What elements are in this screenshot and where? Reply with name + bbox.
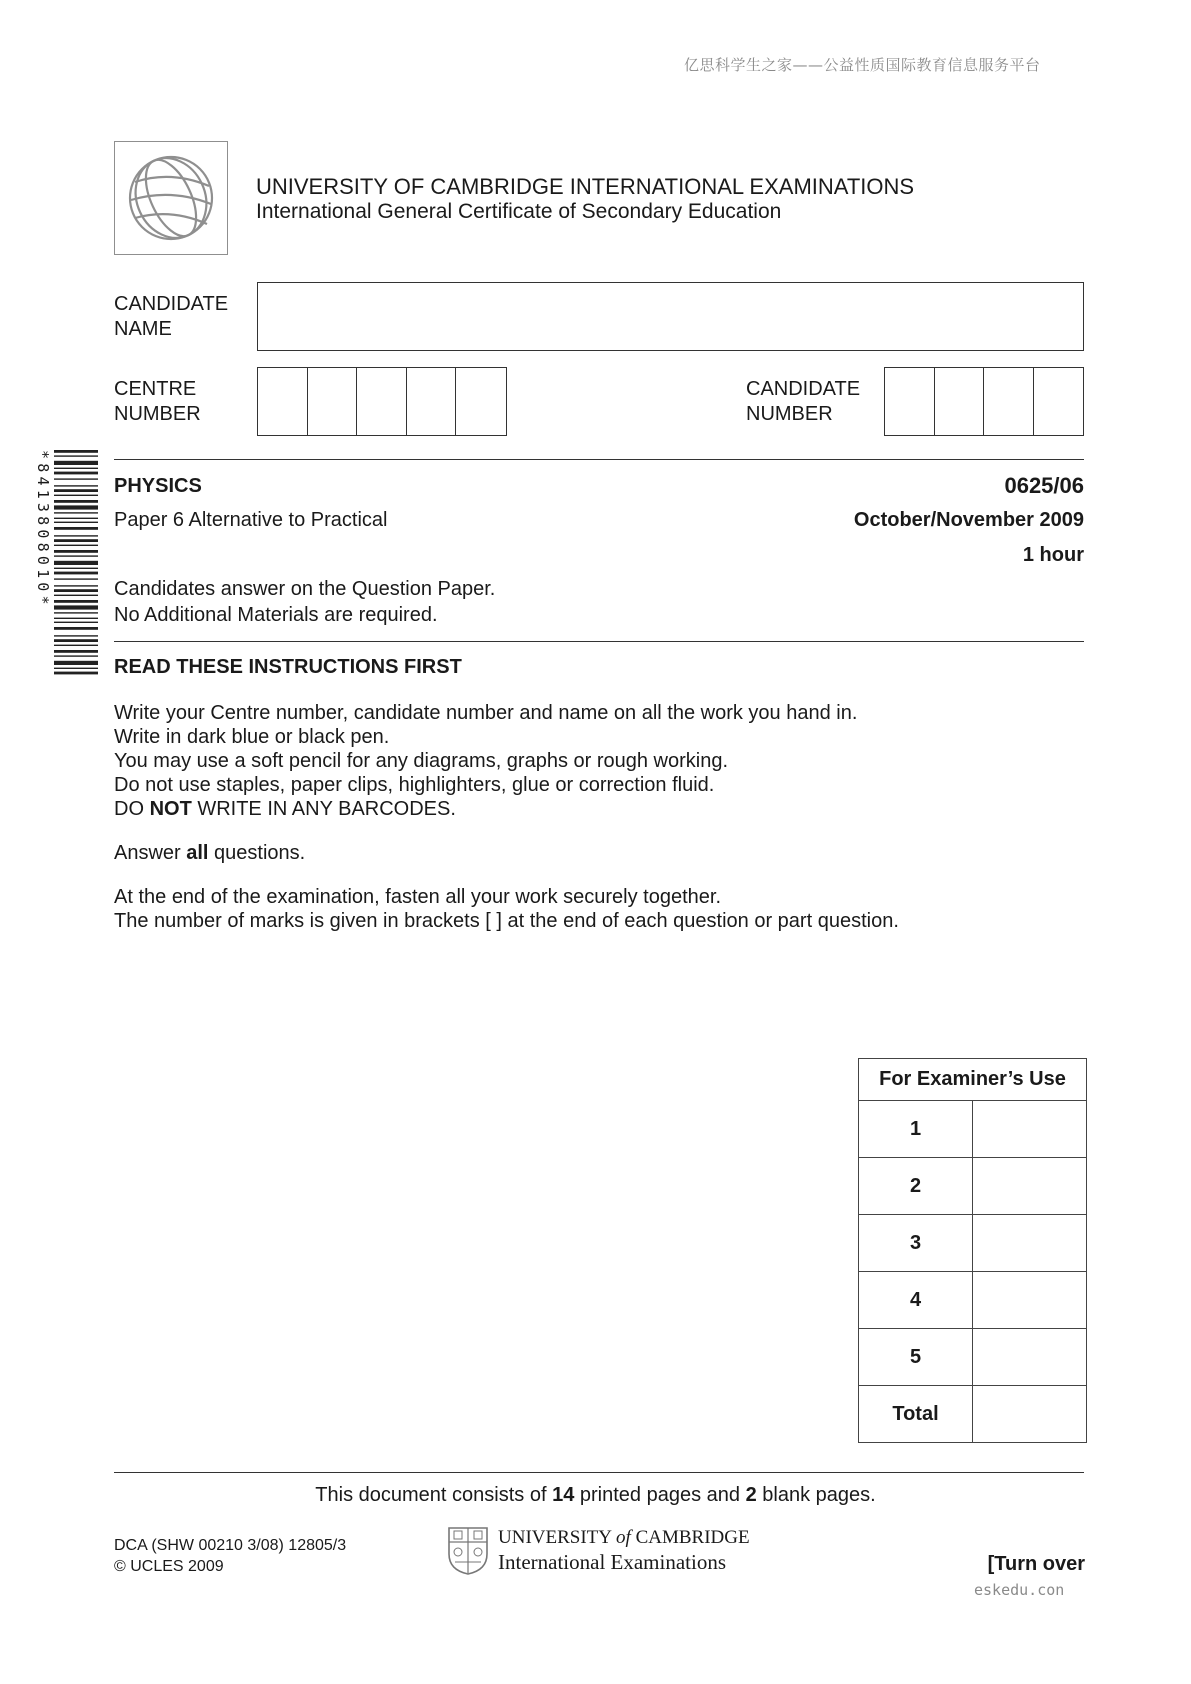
- watermark-top: 亿思科学生之家——公益性质国际教育信息服务平台: [684, 56, 1041, 74]
- candidate-number-field[interactable]: [884, 367, 1084, 436]
- barcode-bar: [54, 589, 98, 592]
- barcode-bar: [54, 485, 98, 486]
- mark-cell[interactable]: [973, 1329, 1087, 1386]
- barcode-bar: [54, 600, 98, 603]
- candidate-number-label: CANDIDATE NUMBER: [746, 378, 861, 425]
- barcode-bar: [54, 550, 98, 553]
- barcode-bar: [54, 495, 98, 496]
- instruction-line: The number of marks is given in brackets [ ] at the end of each question or part question.: [114, 910, 899, 932]
- barcode-bar: [54, 561, 98, 565]
- certificate-title: International General Certificate of Secondary Education: [256, 200, 782, 223]
- barcode-bar: [54, 500, 98, 503]
- centre-digit-cell[interactable]: [258, 368, 308, 435]
- centre-digit-cell[interactable]: [308, 368, 358, 435]
- question-number: 3: [859, 1215, 973, 1272]
- barcode-bar: [54, 555, 98, 556]
- mark-cell[interactable]: [973, 1215, 1087, 1272]
- table-row: [859, 1272, 1087, 1329]
- barcode-bar: [54, 627, 98, 630]
- barcode-bar: [54, 489, 98, 492]
- barcode-bar: [54, 578, 98, 579]
- candidate-name-label: CANDIDATE NAME: [114, 293, 229, 340]
- document-reference: DCA (SHW 00210 3/08) 12805/3 © UCLES 2009: [114, 1537, 347, 1575]
- barcode-bar: [54, 585, 98, 586]
- barcode-bar: [54, 461, 98, 465]
- mark-cell[interactable]: [973, 1101, 1087, 1158]
- instruction-line: Do not use staples, paper clips, highlighters, glue or correction fluid.: [114, 774, 715, 796]
- materials-line-1: Candidates answer on the Question Paper.: [114, 578, 496, 600]
- candidate-name-field[interactable]: [257, 282, 1084, 351]
- answer-instruction: Answer all questions.: [114, 842, 306, 864]
- question-number: 4: [859, 1272, 973, 1329]
- instructions-body: [114, 701, 899, 933]
- exam-session: October/November 2009: [853, 509, 1084, 531]
- university-title: UNIVERSITY OF CAMBRIDGE INTERNATIONAL EXAMINATIONS: [256, 174, 915, 199]
- globe-icon: [125, 152, 217, 244]
- candidate-digit-cell[interactable]: [1034, 368, 1084, 435]
- centre-digit-cell[interactable]: [407, 368, 457, 435]
- paper-code: 0625/06: [1004, 473, 1084, 498]
- table-row: [859, 1101, 1087, 1158]
- barcode-bar: [54, 527, 98, 530]
- question-number: 5: [859, 1329, 973, 1386]
- barcode-bar: [54, 605, 98, 609]
- divider: [114, 459, 1084, 460]
- barcode-bar: [54, 650, 98, 653]
- turn-over-note: [Turn over: [987, 1553, 1085, 1575]
- watermark-bottom: eskedu.con: [974, 1581, 1065, 1599]
- barcode-bar: [54, 612, 98, 613]
- barcode-bar: [54, 478, 98, 479]
- barcode-bar: [54, 505, 98, 509]
- candidate-digit-cell[interactable]: [984, 368, 1034, 435]
- instructions-heading: READ THESE INSTRUCTIONS FIRST: [114, 656, 462, 678]
- barcode-bar: [54, 535, 98, 536]
- barcode-bar: [54, 472, 98, 475]
- barcode-bar: [54, 635, 98, 636]
- candidate-digit-cell[interactable]: [935, 368, 985, 435]
- barcode-bar: [54, 639, 98, 642]
- question-number: 2: [859, 1158, 973, 1215]
- exam-duration: 1 hour: [1022, 544, 1084, 566]
- cambridge-crest-icon: [447, 1526, 489, 1576]
- barcode-bar: [54, 512, 98, 513]
- cambridge-logo-line-1: UNIVERSITY of CAMBRIDGE: [498, 1527, 750, 1548]
- barcode-bar: [54, 568, 98, 569]
- mark-cell[interactable]: [973, 1158, 1087, 1215]
- centre-number-label: CENTRE NUMBER: [114, 378, 201, 425]
- barcode-bar: [54, 645, 98, 646]
- barcode-bar: [54, 518, 98, 519]
- barcode-bar: [54, 468, 98, 469]
- centre-digit-cell[interactable]: [357, 368, 407, 435]
- materials-line-2: No Additional Materials are required.: [114, 604, 438, 626]
- instruction-line: Write in dark blue or black pen.: [114, 726, 390, 748]
- page-count-note: This document consists of 14 printed pages and 2 blank pages.: [315, 1484, 876, 1506]
- paper-title: Paper 6 Alternative to Practical: [114, 509, 388, 531]
- barcode-bar: [54, 572, 98, 575]
- barcode-text: *8413808010*: [34, 450, 52, 609]
- barcode-bar: [54, 545, 98, 546]
- barcode-bar: [54, 672, 98, 675]
- barcode-bar: [54, 539, 98, 542]
- candidate-digit-cell[interactable]: [885, 368, 935, 435]
- divider: [114, 641, 1084, 642]
- instruction-line: At the end of the examination, fasten all your work securely together.: [114, 886, 722, 908]
- mark-cell[interactable]: [973, 1272, 1087, 1329]
- barcode-bar: [54, 450, 98, 453]
- cambridge-logo-line-2: International Examinations: [498, 1550, 727, 1574]
- total-mark-cell[interactable]: [973, 1386, 1087, 1443]
- barcode-bar: [54, 595, 98, 596]
- barcode-bar: [54, 618, 98, 619]
- instruction-line: DO NOT WRITE IN ANY BARCODES.: [114, 798, 456, 820]
- divider: [114, 1472, 1084, 1473]
- barcode-bar: [54, 622, 98, 623]
- centre-number-field[interactable]: [257, 367, 507, 436]
- subject: PHYSICS: [114, 475, 202, 497]
- table-row: [859, 1158, 1087, 1215]
- question-number: 1: [859, 1101, 973, 1158]
- barcode-bar: [54, 668, 98, 669]
- table-row: [859, 1386, 1087, 1443]
- barcode-bar: [54, 455, 98, 456]
- examiner-use-table: [858, 1058, 1087, 1443]
- table-row: [859, 1215, 1087, 1272]
- examiner-table-heading: For Examiner’s Use: [859, 1059, 1087, 1101]
- globe-logo: [114, 141, 228, 255]
- centre-digit-cell[interactable]: [456, 368, 506, 435]
- table-row: [859, 1329, 1087, 1386]
- barcode-bar: [54, 655, 98, 656]
- instruction-line: You may use a soft pencil for any diagrams, graphs or rough working.: [114, 750, 729, 772]
- instruction-line: Write your Centre number, candidate number and name on all the work you hand in.: [114, 702, 858, 724]
- barcode-bar: [54, 522, 98, 523]
- total-label: Total: [859, 1386, 973, 1443]
- barcode-bar: [54, 661, 98, 665]
